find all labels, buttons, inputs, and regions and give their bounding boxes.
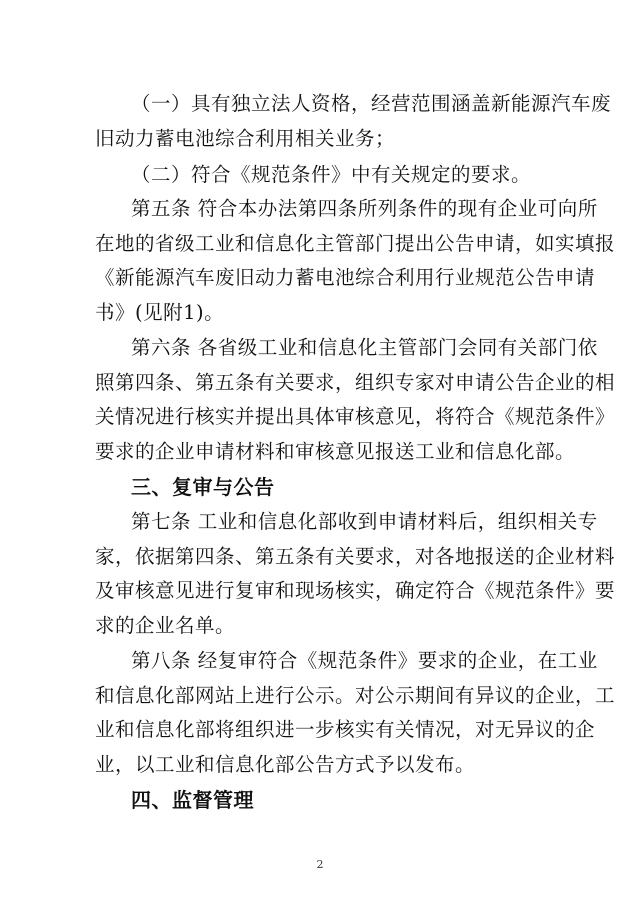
text-line: （一）具有独立法人资格，经营范围涵盖新能源汽车废 — [131, 92, 612, 115]
text-line: 第六条 各省级工业和信息化主管部门会同有关部门依 — [131, 336, 598, 359]
section-heading: 四、监督管理 — [131, 788, 254, 812]
text-line: 关情况进行核实并提出具体审核意见，将符合《规范条件》 — [95, 405, 616, 428]
page-number: 2 — [316, 858, 324, 871]
text-line: 旧动力蓄电池综合利用相关业务； — [95, 127, 396, 150]
text-line: 第七条 工业和信息化部收到申请材料后，组织相关专 — [131, 510, 598, 533]
text-line: 及审核意见进行复审和现场核实，确定符合《规范条件》要 — [95, 579, 616, 602]
text-line: 第八条 经复审符合《规范条件》要求的企业，在工业 — [131, 649, 598, 672]
text-line: 要求的企业申请材料和审核意见报送工业和信息化部。 — [95, 440, 576, 463]
text-line: （二）符合《规范条件》中有关规定的要求。 — [131, 163, 532, 186]
text-line: 第五条 符合本办法第四条所列条件的现有企业可向所 — [131, 197, 598, 220]
text-line: 业，以工业和信息化部公告方式予以发布。 — [95, 753, 476, 776]
text-line: 和信息化部网站上进行公示。对公示期间有异议的企业，工 — [95, 684, 616, 707]
text-line: 《新能源汽车废旧动力蓄电池综合利用行业规范公告申请 — [95, 266, 596, 289]
text-line: 求的企业名单。 — [95, 614, 236, 637]
text-line: 在地的省级工业和信息化主管部门提出公告申请，如实填报 — [95, 232, 616, 255]
text-line: 照第四条、第五条有关要求，组织专家对申请公告企业的相 — [95, 371, 616, 394]
text-line: 家，依据第四条、第五条有关要求，对各地报送的企业材料 — [95, 545, 616, 568]
text-line: 书》(见附1)。 — [95, 301, 225, 324]
section-heading: 三、复审与公告 — [131, 475, 275, 499]
text-line: 业和信息化部将组织进一步核实有关情况，对无异议的企 — [95, 718, 596, 741]
